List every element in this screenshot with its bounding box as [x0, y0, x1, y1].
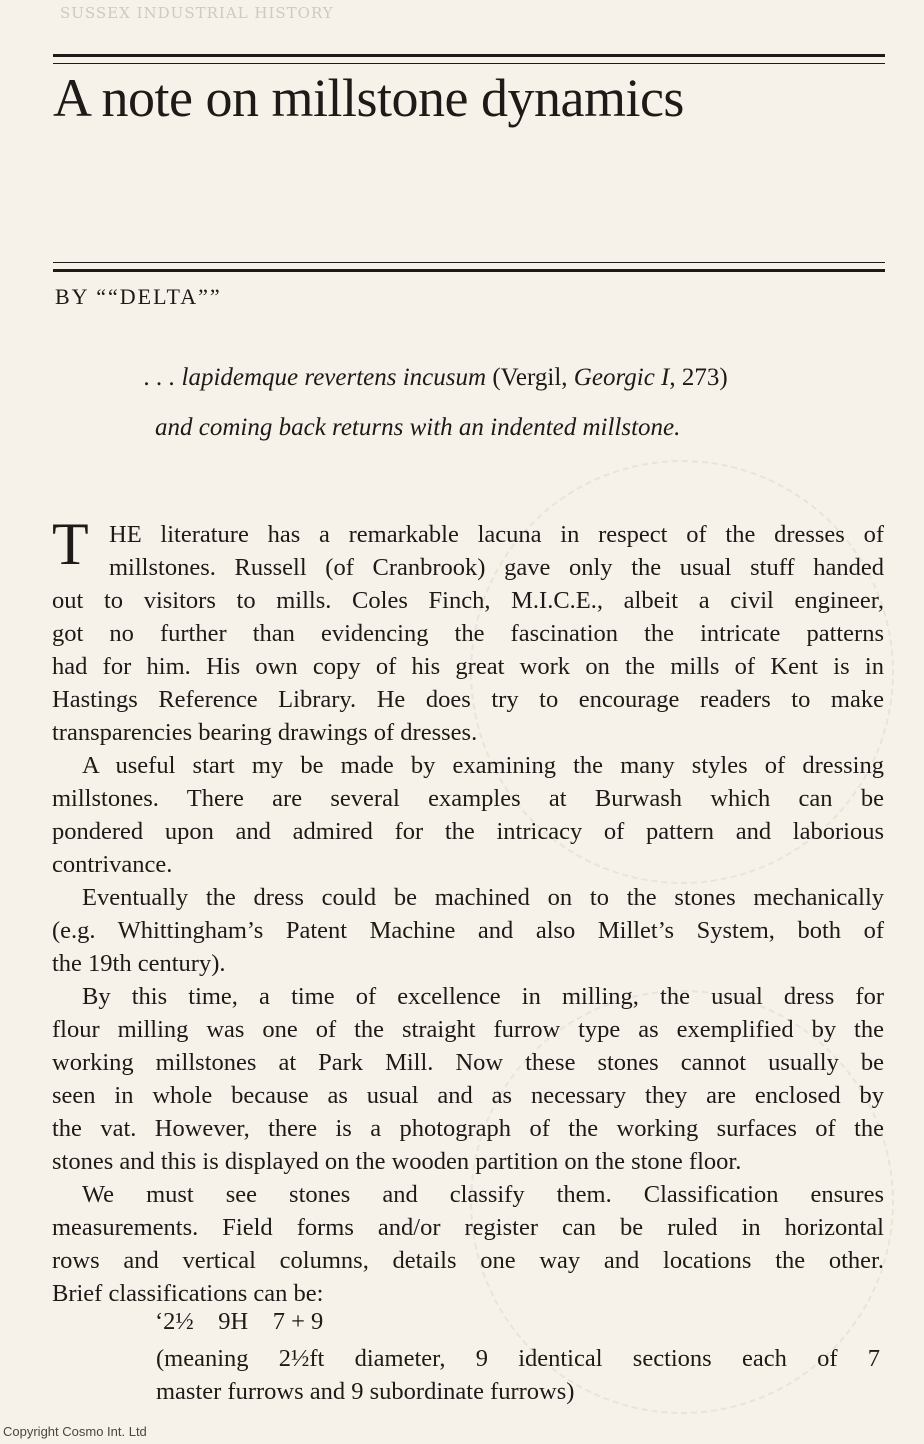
epigraph-translation: and coming back returns with an indented millstone. — [155, 414, 681, 441]
body-line: measurements. Field forms and/or register can be ruled in horizontal — [52, 1214, 884, 1241]
body-line: contrivance. — [52, 851, 173, 878]
top-double-rule — [53, 54, 885, 64]
epigraph-latin-text: . . . lapidemque revertens incusum — [144, 364, 487, 391]
show-through-header: SUSSEX INDUSTRIAL HISTORY — [60, 4, 334, 22]
drop-cap: T — [52, 511, 89, 577]
body-line: Hastings Reference Library. He does try to encourage readers to make — [52, 686, 884, 713]
body-line: got no further than evidencing the fascination the intricate patterns — [52, 620, 884, 647]
epigraph-source-open: (Vergil, — [492, 364, 574, 391]
epigraph-source-close: , 273) — [669, 364, 728, 391]
epigraph-source-work: Georgic I — [573, 364, 670, 391]
copyright-notice: Copyright Cosmo Int. Ltd — [3, 1424, 147, 1439]
body-line: working millstones at Park Mill. Now these stones cannot usually be — [52, 1049, 884, 1076]
body-line: millstones. There are several examples at Burwash which can be — [52, 785, 884, 812]
body-line: pondered upon and admired for the intricacy of pattern and laborious — [52, 818, 884, 845]
body-line: the 19th century). — [52, 950, 226, 977]
body-line: flour milling was one of the straight furrow type as exemplified by the — [52, 1016, 884, 1043]
classification-example: ‘2½ 9H 7 + 9 — [155, 1308, 324, 1335]
body-line: out to visitors to mills. Coles Finch, M.I.C.E., albeit a civil engineer, — [52, 587, 884, 614]
body-line: rows and vertical columns, details one way and locations the other. — [52, 1247, 884, 1274]
classification-explanation — [156, 1342, 880, 1408]
article-title: A note on millstone dynamics — [53, 68, 684, 128]
body-line: transparencies bearing drawings of dresses. — [52, 719, 478, 746]
byline: BY ““DELTA”” — [55, 284, 222, 309]
body-line: A useful start my be made by examining the many styles of dressing — [82, 752, 884, 779]
epigraph-latin — [144, 364, 924, 392]
body-line: (e.g. Whittingham’s Patent Machine and also Millet’s System, both of — [52, 917, 884, 944]
body-line: We must see stones and classify them. Classification ensures — [82, 1181, 884, 1208]
body-line: the vat. However, there is a photograph of the working surfaces of the — [52, 1115, 884, 1142]
body-line: Brief classifications can be: — [52, 1280, 324, 1307]
body-line: stones and this is displayed on the wooden partition on the stone floor. — [52, 1148, 742, 1175]
body-line: millstones. Russell (of Cranbrook) gave only the usual stuff handed — [109, 554, 884, 581]
explanation-line: master furrows and 9 subordinate furrows) — [156, 1378, 575, 1405]
body-line: seen in whole because as usual and as necessary they are enclosed by — [52, 1082, 884, 1109]
body-line: HE literature has a remarkable lacuna in respect of the dresses of — [109, 521, 884, 548]
explanation-line: (meaning 2½ft diameter, 9 identical sections each of 7 — [156, 1345, 880, 1372]
article-body — [52, 518, 884, 1310]
body-line: By this time, a time of excellence in milling, the usual dress for — [82, 983, 884, 1010]
body-line: Eventually the dress could be machined on to the stones mechanically — [82, 884, 884, 911]
title-double-rule — [53, 262, 885, 272]
body-line: had for him. His own copy of his great work on the mills of Kent is in — [52, 653, 884, 680]
